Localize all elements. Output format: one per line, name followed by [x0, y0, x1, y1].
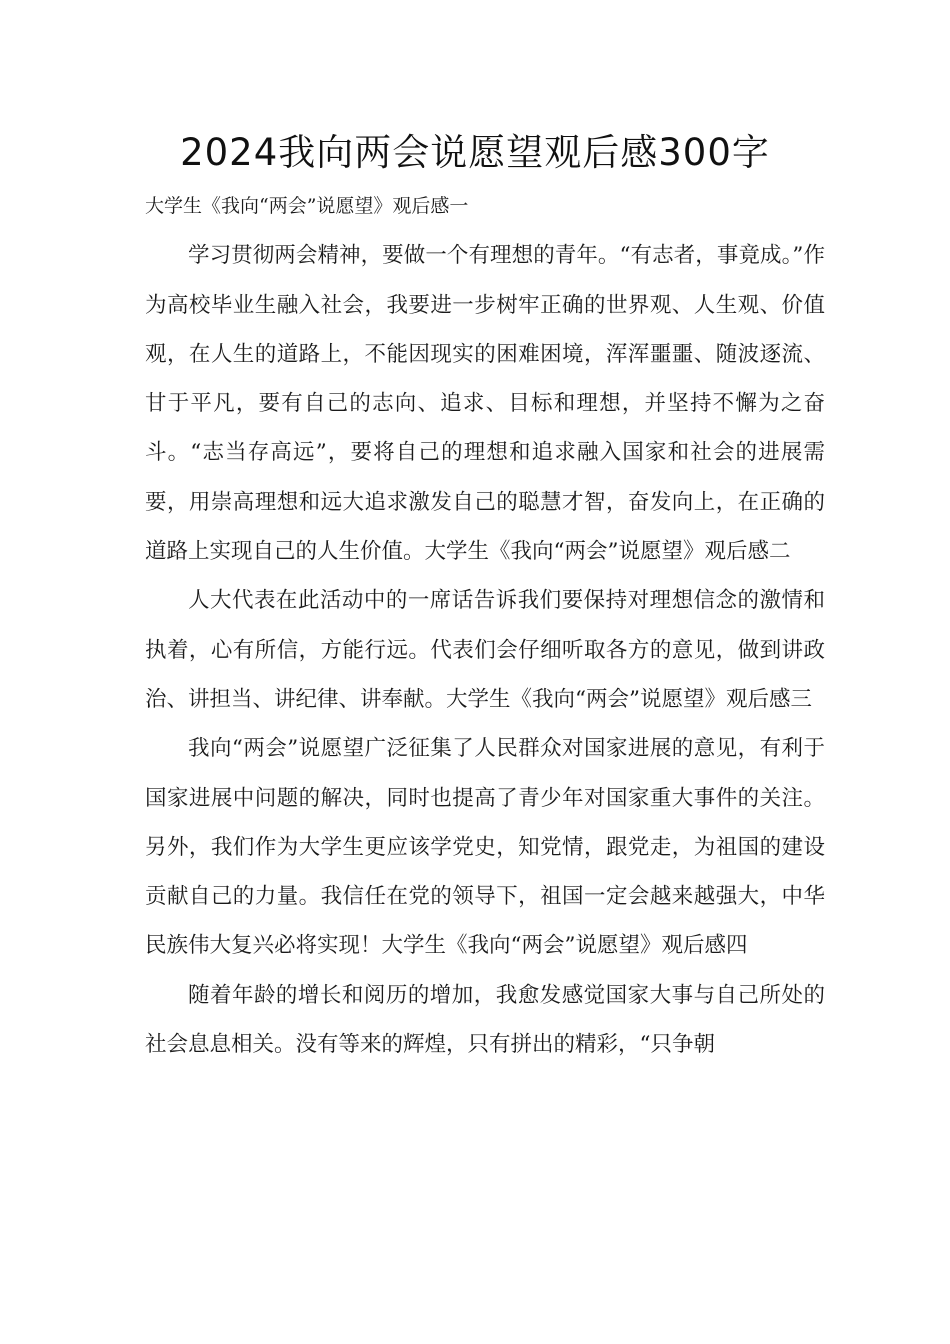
- section-heading: 大学生《我向“两会”说愿望》观后感一: [145, 195, 469, 217]
- document-title: 2024我向两会说愿望观后感300字: [180, 131, 770, 174]
- paragraph-4: 随着年龄的增长和阅历的增加，我愈发感觉国家大事与自己所处的社会息息相关。没有等来的辉煌，只有拼出的精彩，“只争朝: [145, 982, 825, 1058]
- paragraph-3: 我向“两会”说愿望广泛征集了人民群众对国家进展的意见，有利于国家进展中问题的解决，同时也提高了青少年对国家重大事件的关注。另外，我们作为大学生更应该学党史，知党情，跟党走，为祖国的建设贡献自己的力量。我信任在党的领导下，祖国一定会越来越强大，中华民族伟大复兴必将实现！大学生《我向“两会”说愿望》观后感四: [145, 736, 825, 959]
- paragraph-1: 学习贯彻两会精神，要做一个有理想的青年。“有志者，事竟成。”作为高校毕业生融入社会，我要进一步树牢正确的世界观、人生观、价值观，在人生的道路上，不能因现实的困难困境，浑浑噩噩、随波逐流、甘于平凡，要有自己的志向、追求、目标和理想，并坚持不懈为之奋斗。“志当存高远”，要将自己的理想和追求融入国家和社会的进展需要，用崇高理想和远大追求激发自己的聪慧才智，奋发向上，在正确的道路上实现自己的人生价值。大学生《我向“两会”说愿望》观后感二: [145, 243, 825, 565]
- document-body: [145, 182, 825, 1069]
- paragraph-2: 人大代表在此活动中的一席话告诉我们要保持对理想信念的激情和执着，心有所信，方能行远。代表们会仔细听取各方的意见，做到讲政治、讲担当、讲纪律、讲奉献。大学生《我向“两会”说愿望》观后感三: [145, 588, 825, 712]
